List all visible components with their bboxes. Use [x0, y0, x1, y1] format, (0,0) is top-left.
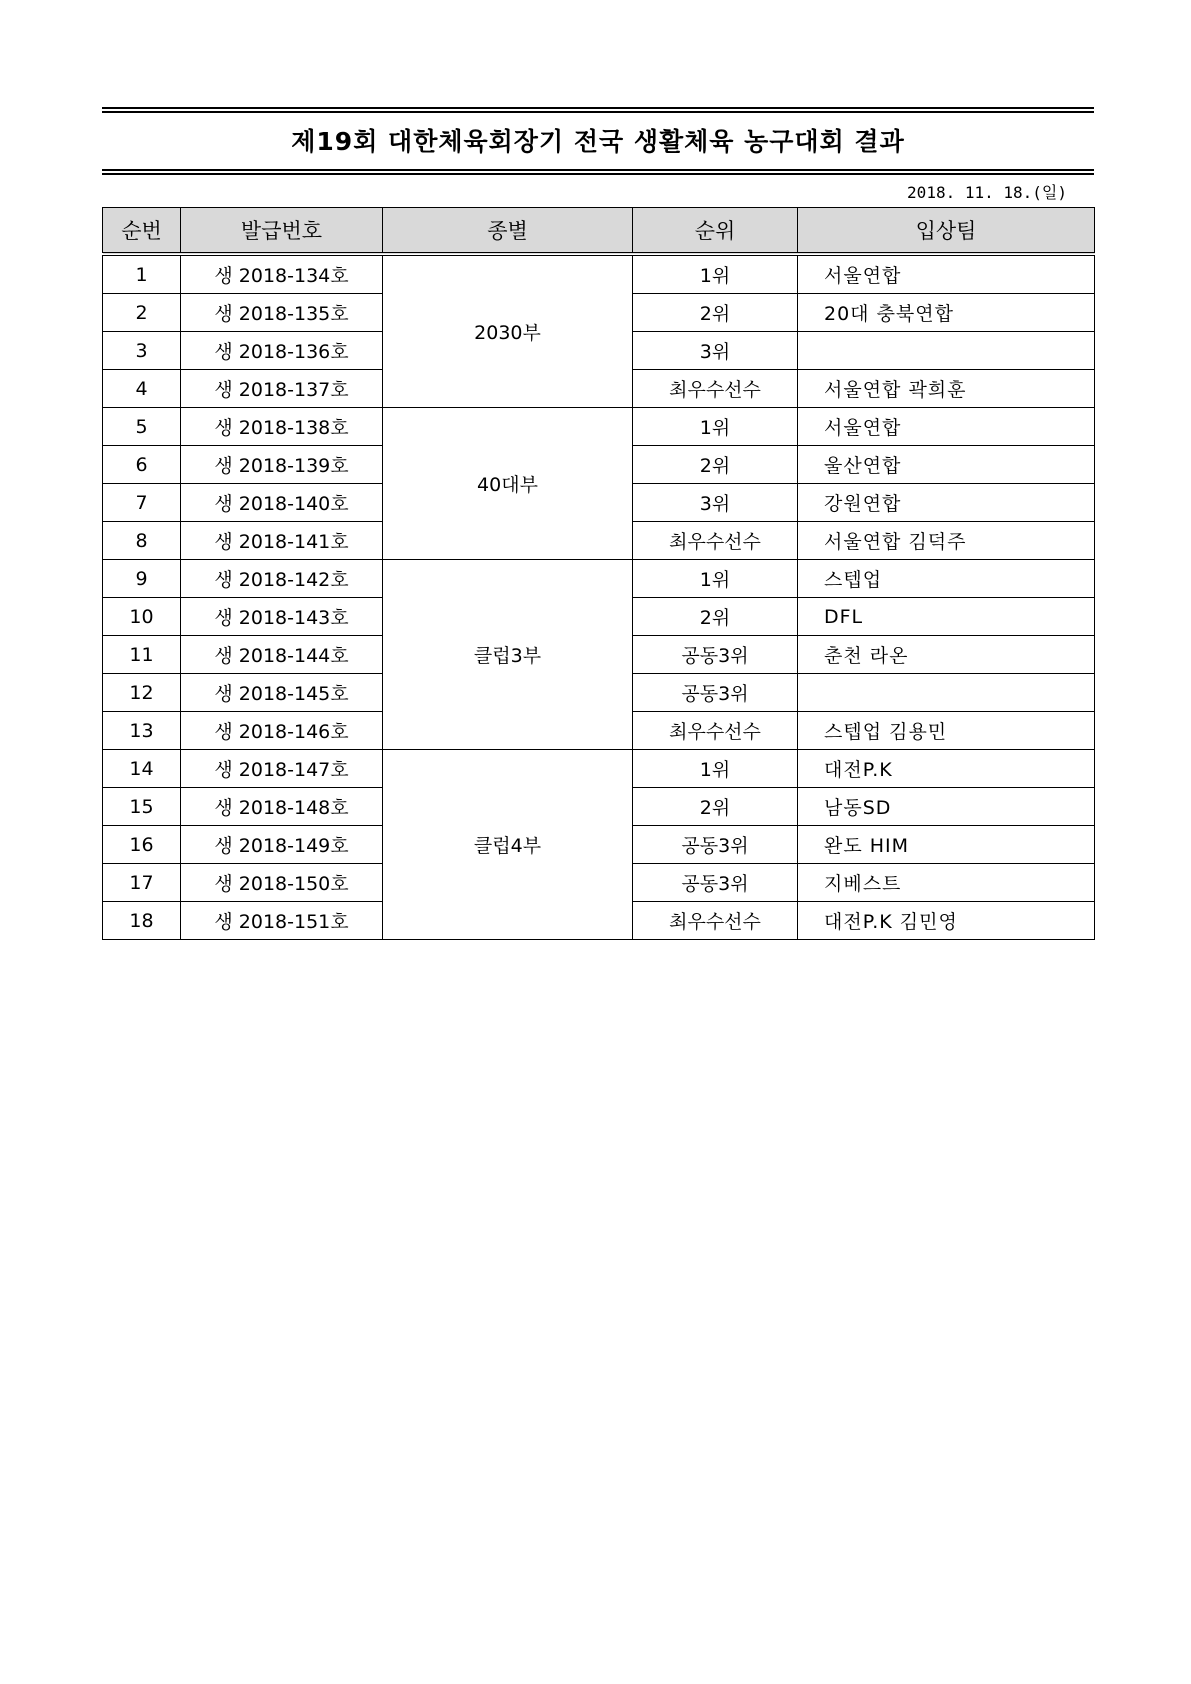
certificate-number: 생 2018-139호 [181, 446, 383, 484]
row-number: 10 [103, 598, 181, 636]
division-cell: 40대부 [383, 408, 633, 560]
table-row [103, 254, 1095, 294]
division-cell: 클럽4부 [383, 750, 633, 940]
team-cell: 지베스트 [798, 864, 1095, 902]
team-cell: 남동SD [798, 788, 1095, 826]
row-number: 17 [103, 864, 181, 902]
results-table [102, 207, 1095, 940]
certificate-number: 생 2018-144호 [181, 636, 383, 674]
row-number: 3 [103, 332, 181, 370]
results-table-header [103, 208, 1095, 255]
team-cell: 울산연합 [798, 446, 1095, 484]
division-cell: 2030부 [383, 254, 633, 408]
certificate-number: 생 2018-134호 [181, 254, 383, 294]
header-rank: 순위 [633, 208, 798, 255]
team-cell [798, 332, 1095, 370]
title-rule-bottom [102, 169, 1094, 175]
certificate-number: 생 2018-146호 [181, 712, 383, 750]
team-cell: 스텝업 김용민 [798, 712, 1095, 750]
row-number: 8 [103, 522, 181, 560]
row-number: 12 [103, 674, 181, 712]
row-number: 13 [103, 712, 181, 750]
row-number: 18 [103, 902, 181, 940]
header-number: 순번 [103, 208, 181, 255]
rank-cell: 공동3위 [633, 636, 798, 674]
team-cell: 대전P.K 김민영 [798, 902, 1095, 940]
row-number: 5 [103, 408, 181, 446]
title-rule-top [102, 107, 1094, 113]
row-number: 15 [103, 788, 181, 826]
row-number: 9 [103, 560, 181, 598]
team-cell: 20대 충북연합 [798, 294, 1095, 332]
team-cell: 서울연합 [798, 254, 1095, 294]
team-cell [798, 674, 1095, 712]
row-number: 1 [103, 254, 181, 294]
results-table-body [103, 254, 1095, 940]
team-cell: 서울연합 김덕주 [798, 522, 1095, 560]
certificate-number: 생 2018-148호 [181, 788, 383, 826]
event-date: 2018. 11. 18.(일) [907, 183, 1067, 202]
rank-cell: 2위 [633, 294, 798, 332]
team-cell: 대전P.K [798, 750, 1095, 788]
row-number: 14 [103, 750, 181, 788]
certificate-number: 생 2018-147호 [181, 750, 383, 788]
team-cell: 춘천 라온 [798, 636, 1095, 674]
table-row [103, 750, 1095, 788]
division-cell: 클럽3부 [383, 560, 633, 750]
row-number: 11 [103, 636, 181, 674]
certificate-number: 생 2018-151호 [181, 902, 383, 940]
certificate-number: 생 2018-150호 [181, 864, 383, 902]
row-number: 16 [103, 826, 181, 864]
header-division: 종별 [383, 208, 633, 255]
certificate-number: 생 2018-149호 [181, 826, 383, 864]
rank-cell: 공동3위 [633, 864, 798, 902]
rank-cell: 최우수선수 [633, 522, 798, 560]
rank-cell: 1위 [633, 408, 798, 446]
team-cell: 서울연합 곽희훈 [798, 370, 1095, 408]
certificate-number: 생 2018-135호 [181, 294, 383, 332]
rank-cell: 최우수선수 [633, 902, 798, 940]
rank-cell: 1위 [633, 750, 798, 788]
certificate-number: 생 2018-142호 [181, 560, 383, 598]
team-cell: 스텝업 [798, 560, 1095, 598]
team-cell: 강원연합 [798, 484, 1095, 522]
certificate-number: 생 2018-143호 [181, 598, 383, 636]
team-cell: DFL [798, 598, 1095, 636]
row-number: 2 [103, 294, 181, 332]
rank-cell: 1위 [633, 560, 798, 598]
team-cell: 서울연합 [798, 408, 1095, 446]
row-number: 6 [103, 446, 181, 484]
rank-cell: 2위 [633, 446, 798, 484]
rank-cell: 3위 [633, 332, 798, 370]
certificate-number: 생 2018-138호 [181, 408, 383, 446]
rank-cell: 2위 [633, 788, 798, 826]
rank-cell: 공동3위 [633, 674, 798, 712]
rank-cell: 2위 [633, 598, 798, 636]
table-row [103, 560, 1095, 598]
row-number: 4 [103, 370, 181, 408]
certificate-number: 생 2018-140호 [181, 484, 383, 522]
header-certificate: 발급번호 [181, 208, 383, 255]
rank-cell: 최우수선수 [633, 712, 798, 750]
rank-cell: 3위 [633, 484, 798, 522]
rank-cell: 공동3위 [633, 826, 798, 864]
certificate-number: 생 2018-145호 [181, 674, 383, 712]
certificate-number: 생 2018-136호 [181, 332, 383, 370]
table-row [103, 408, 1095, 446]
certificate-number: 생 2018-137호 [181, 370, 383, 408]
row-number: 7 [103, 484, 181, 522]
header-team: 입상팀 [798, 208, 1095, 255]
certificate-number: 생 2018-141호 [181, 522, 383, 560]
page-title: 제19회 대한체육회장기 전국 생활체육 농구대회 결과 [291, 127, 905, 156]
rank-cell: 최우수선수 [633, 370, 798, 408]
team-cell: 완도 HIM [798, 826, 1095, 864]
rank-cell: 1위 [633, 254, 798, 294]
